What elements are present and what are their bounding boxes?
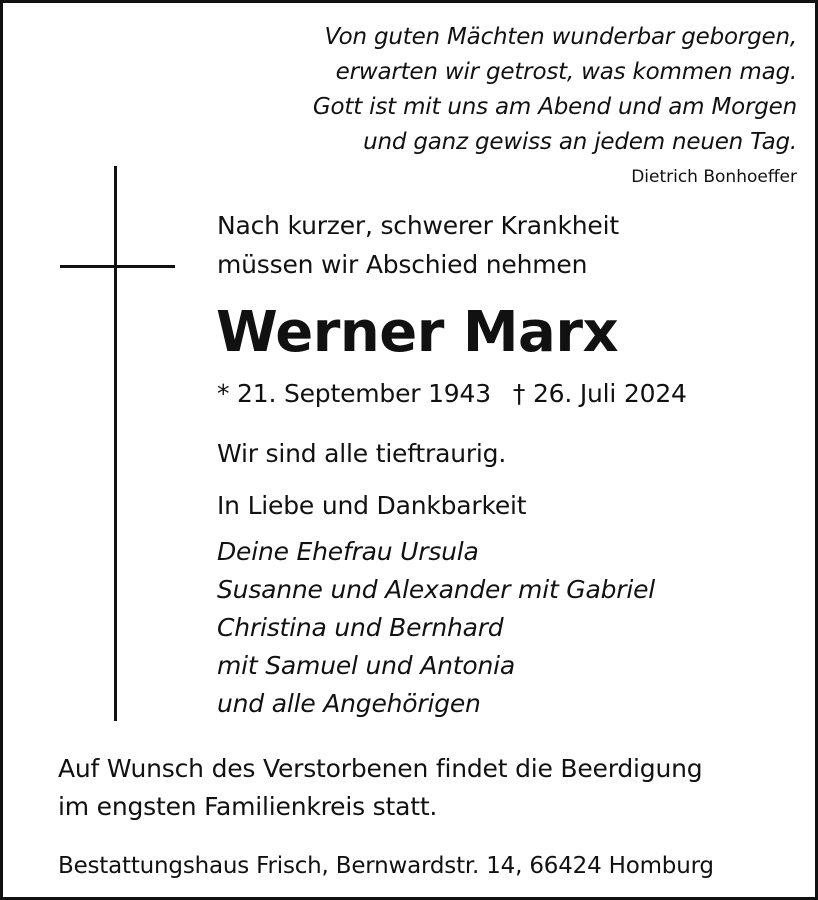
intro-line-1: Nach kurzer, schwerer Krankheit xyxy=(217,211,619,240)
mourner-line-1: Deine Ehefrau Ursula xyxy=(217,537,479,566)
mourners-heading: In Liebe und Dankbarkeit xyxy=(217,491,527,520)
mourner-line-2: Susanne und Alexander mit Gabriel xyxy=(217,575,656,604)
notice-line-1: Auf Wunsch des Verstorbenen findet die Beerdigung xyxy=(58,754,703,783)
intro-line-2: müssen wir Abschied nehmen xyxy=(217,250,588,279)
poem-line-3: Gott ist mit uns am Abend und am Morgen xyxy=(312,94,797,120)
poem-line-2: erwarten wir getrost, was kommen mag. xyxy=(335,59,797,85)
funeral-home-address: Bestattungshaus Frisch, Bernwardstr. 14, 66424 Homburg xyxy=(58,853,714,879)
poem-line-4: und ganz gewiss an jedem neuen Tag. xyxy=(363,129,797,155)
notice-line-2: im engsten Familienkreis statt. xyxy=(58,792,438,821)
mourner-line-4: mit Samuel und Antonia xyxy=(217,651,515,680)
death-date: † 26. Juli 2024 xyxy=(512,379,687,408)
mourner-line-5: und alle Angehörigen xyxy=(217,689,481,718)
poem-line-1: Von guten Mächten wunderbar geborgen, xyxy=(324,24,797,50)
poem-author: Dietrich Bonhoeffer xyxy=(631,167,797,187)
cross-horizontal-bar xyxy=(60,265,175,268)
deceased-name: Werner Marx xyxy=(216,300,619,365)
statement: Wir sind alle tieftraurig. xyxy=(217,439,507,468)
mourner-line-3: Christina und Bernhard xyxy=(217,613,504,642)
cross-vertical-bar xyxy=(114,166,117,721)
birth-date: * 21. September 1943 xyxy=(217,379,491,408)
life-dates xyxy=(217,381,687,406)
